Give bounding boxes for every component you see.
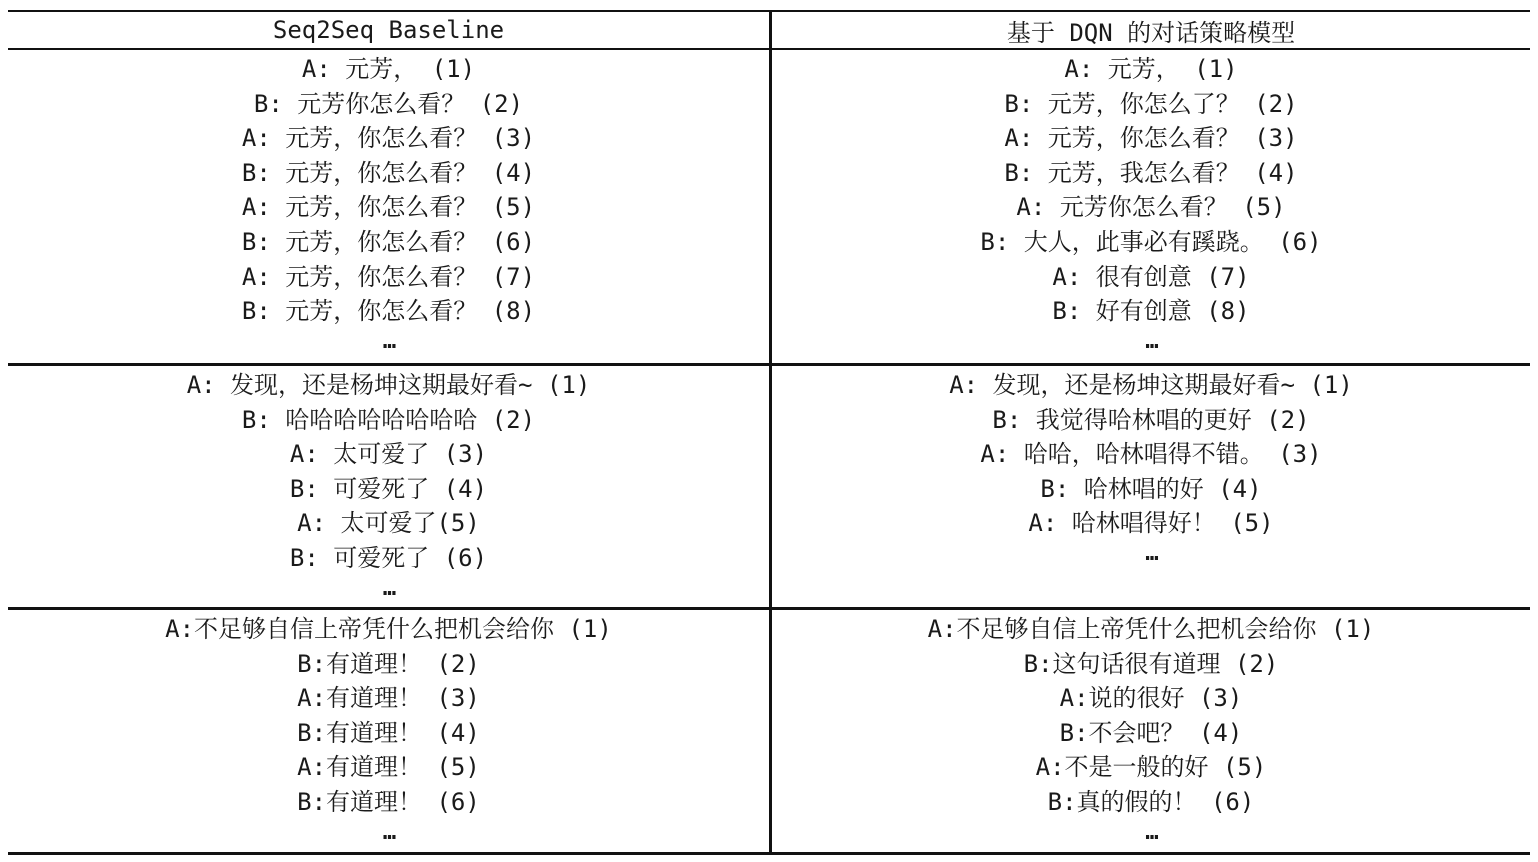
dialogue-line: A:说的很好 (3) <box>1059 684 1243 713</box>
header-seq2seq: Seq2Seq Baseline <box>272 16 505 44</box>
header-dqn: 基于 DQN 的对话策略模型 <box>1006 18 1296 47</box>
ellipsis: … <box>382 328 395 354</box>
dialogue-line: B: 哈林唱的好 (4) <box>1040 474 1262 503</box>
dialogue-line: A: 发现，还是杨坤这期最好看~ (1) <box>186 371 591 399</box>
dialogue-line: B: 元芳你怎么看？ (2) <box>253 89 524 118</box>
dialogue-line: A:有道理！ (5) <box>297 753 480 782</box>
ellipsis: … <box>1145 819 1157 845</box>
dialogue-line: B: 元芳，我怎么看？ (4) <box>1004 158 1298 187</box>
dialogue-line: A: 元芳，你怎么看？ (3) <box>1004 124 1298 153</box>
dialogue-line: B: 我觉得哈林唱的更好 (2) <box>992 405 1310 434</box>
header-row <box>8 12 1530 50</box>
dialogue-line: A: 太可爱了 (3) <box>289 440 488 469</box>
dialogue-line: B: 可爱死了 (4) <box>289 474 488 503</box>
dialogue-line: A: 元芳， (1) <box>301 55 476 83</box>
comparison-table <box>8 10 1530 855</box>
ellipsis: … <box>382 819 395 845</box>
seq2seq-dialogue-1 <box>8 50 769 363</box>
dialogue-line: A: 元芳，你怎么看？ (7) <box>241 262 536 291</box>
dqn-dialogue-3 <box>772 610 1530 854</box>
dialogue-line: B:真的假的！ (6) <box>1047 787 1255 816</box>
dialogue-row-3 <box>8 610 1530 854</box>
ellipsis: … <box>1145 328 1157 354</box>
dialogue-line: A:不足够自信上帝凭什么把机会给你 (1) <box>927 615 1375 643</box>
dialogue-line: B:有道理！ (6) <box>297 787 480 816</box>
dialogue-line: A: 元芳你怎么看？ (5) <box>1016 193 1286 222</box>
seq2seq-dialogue-2 <box>8 366 769 607</box>
dialogue-line: A: 太可爱了(5) <box>297 509 480 538</box>
dqn-dialogue-2 <box>772 366 1530 607</box>
dialogue-row-2 <box>8 366 1530 610</box>
dialogue-line: B: 元芳，你怎么看？ (8) <box>241 297 536 326</box>
ellipsis: … <box>382 575 395 601</box>
dialogue-line: B: 大人，此事必有蹊跷。 (6) <box>980 227 1322 256</box>
dialogue-line: A:有道理！ (3) <box>297 684 480 713</box>
dialogue-line: B: 元芳，你怎么看？ (6) <box>241 227 536 256</box>
ellipsis: … <box>1145 540 1157 566</box>
dialogue-line: A: 元芳，你怎么看？ (3) <box>241 124 536 153</box>
dialogue-line: B: 元芳，你怎么看？ (4) <box>241 158 536 187</box>
dialogue-line: B: 好有创意 (8) <box>1052 297 1250 326</box>
dialogue-line: A: 哈林唱得好！ (5) <box>1028 509 1274 538</box>
dialogue-line: A: 元芳， (1) <box>1064 55 1238 83</box>
dialogue-line: B: 元芳，你怎么了？ (2) <box>1004 89 1298 118</box>
dialogue-line: A:不足够自信上帝凭什么把机会给你 (1) <box>165 615 612 643</box>
dialogue-line: B:有道理！ (2) <box>297 649 480 678</box>
dialogue-line: B: 哈哈哈哈哈哈哈哈 (2) <box>241 405 536 434</box>
dialogue-line: A: 发现，还是杨坤这期最好看~ (1) <box>949 371 1353 399</box>
dialogue-line: B:这句话很有道理 (2) <box>1023 649 1279 678</box>
dialogue-line: A: 很有创意 (7) <box>1052 262 1250 291</box>
seq2seq-dialogue-3 <box>8 610 769 854</box>
dialogue-line: A: 元芳，你怎么看？ (5) <box>241 193 536 222</box>
dialogue-line: B:不会吧？ (4) <box>1059 718 1243 747</box>
dialogue-line: B:有道理！ (4) <box>297 718 480 747</box>
dialogue-row-1 <box>8 50 1530 366</box>
dialogue-line: A:不是一般的好 (5) <box>1035 753 1267 782</box>
dialogue-line: A: 哈哈，哈林唱得不错。 (3) <box>980 440 1322 469</box>
dialogue-line: B: 可爱死了 (6) <box>289 543 488 572</box>
dqn-dialogue-1 <box>772 50 1530 363</box>
